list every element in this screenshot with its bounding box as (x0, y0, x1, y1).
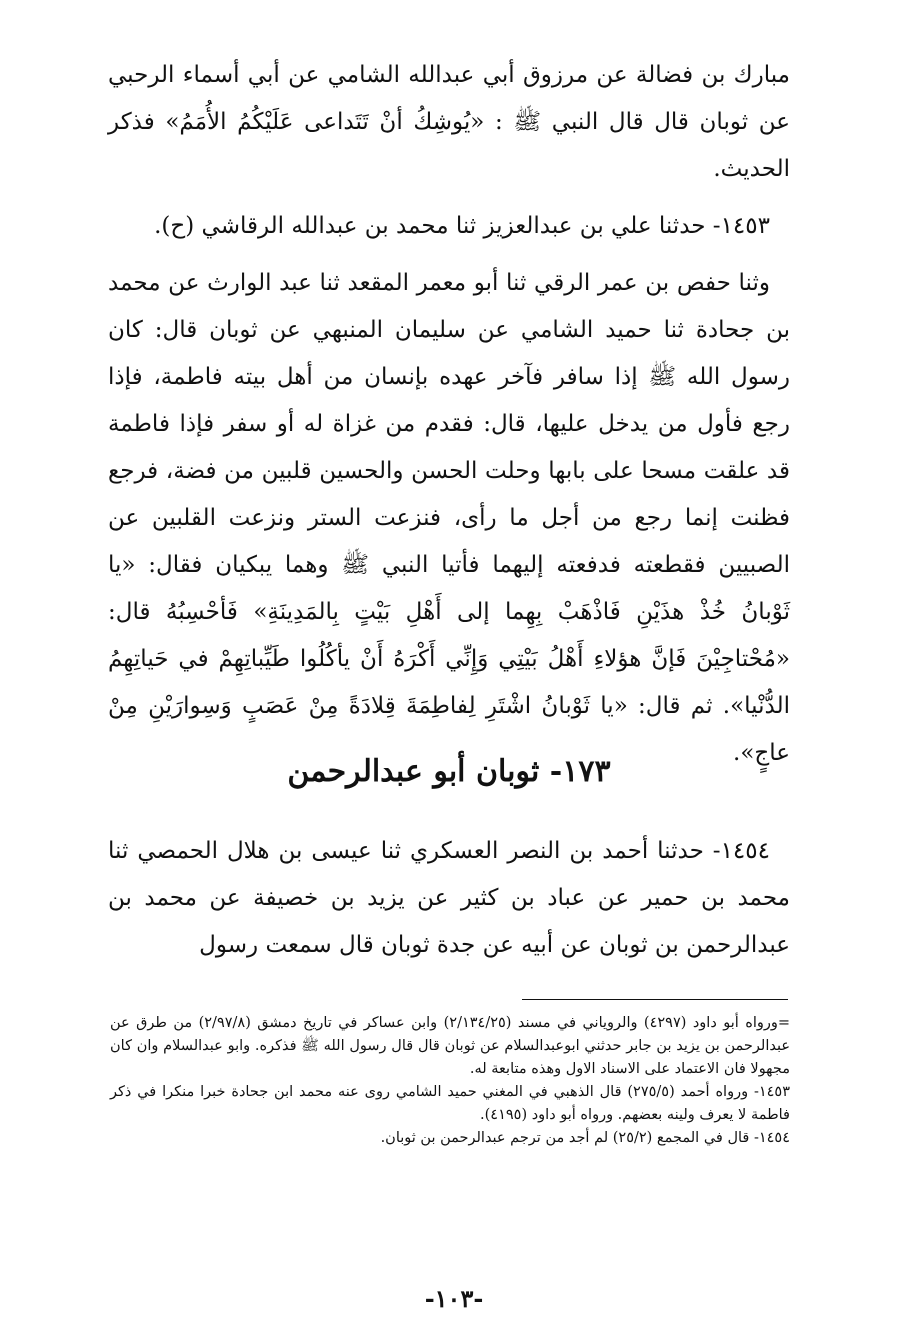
hadith-1454-text: ١٤٥٤- حدثنا أحمد بن النصر العسكري ثنا عيسى بن هلال الحمصي ثنا محمد بن حمير عن عباد بن كثير عن يزيد بن خصيفة عن محمد بن عبدالرحمن بن ثوبان عن أبيه عن جدة ثوبان قال سمعت رسول (108, 838, 790, 958)
hadith-1453-text: وثنا حفص بن عمر الرقي ثنا أبو معمر المقعد ثنا عبد الوارث عن محمد بن جحادة ثنا حميد الشامي عن سليمان المنبهي عن ثوبان قال: كان رسول الله ﷺ إذا سافر فآخر عهده بإنسان من أهل بيته فاطمة، فإذا رجع فأول من يدخل عليها، قال: فقدم من غزاة له أو سفر فإذا فاطمة قد علقت مسحا على بابها وحلت الحسن والحسين قلبين من فضة، فرجع فظنت إنما رجع من أجل ما رأى، فنزعت الستر ونزعت القلبين عن الصبيين فقطعته فدفعته إليهما فأتيا النبي ﷺ وهما يبكيان فقال: «يا ثَوْبانُ خُذْ هذَيْنِ فَاذْهَبْ بِهِما إلى أَهْلِ بَيْتٍ بِالمَدِينَةِ» فَأحْسِبُهُ قال: «مُحْتاجِيْنَ فَإنَّ هؤلاءِ أَهْلُ بَيْتِي وَإِنِّي أَكْرَهُ أَنْ يأكُلُوا طَيِّباتِهِمْ في حَياتِهِمُ الدُّنْيا». ثم قال: «يا ثَوْبانُ اشْتَرِ لِفاطِمَةَ قِلادَةً مِنْ عَصَبٍ وَسِوارَيْنِ مِنْ عاجٍ». (108, 270, 790, 766)
footnotes-block (110, 1012, 790, 1150)
hadith-1453-heading: ١٤٥٣- حدثنا علي بن عبدالعزيز ثنا محمد بن عبدالله الرقاشي (ح). (154, 213, 770, 239)
footnote-continuation: =ورواه أبو داود (٤٢٩٧) والروياني في مسند (٢/١٣٤/٢٥) وابن عساكر في تاريخ دمشق (٢/٩٧/٨) من طرق عن عبدالرحمن بن يزيد بن جابر حدثني ابوعبدالسلام عن ثوبان قال قال رسول الله ﷺ فذكره. وابو عبدالسلام وان كان مجهولا فان الاعتماد على الاسناد الاول وهذه متابعة له. (110, 1015, 791, 1077)
section-heading: ١٧٣- ثوبان أبو عبدالرحمن (287, 754, 611, 789)
main-text-block-2 (108, 828, 790, 979)
page-number: -١٠٣- (424, 1284, 484, 1313)
paragraph-continuation: مبارك بن فضالة عن مرزوق أبي عبدالله الشامي عن أبي أسماء الرحبي عن ثوبان قال قال النبي ﷺ : «يُوشِكُ أنْ تَتَداعى عَلَيْكُمُ الأُمَمُ» فذكر الحديث. (108, 62, 790, 182)
footnote-1454: ١٤٥٤- قال في المجمع (٢٥/٢) لم أجد من ترجم عبدالرحمن بن ثوبان. (380, 1130, 790, 1146)
footnote-divider (522, 999, 788, 1000)
footnote-1453: ١٤٥٣- ورواه أحمد (٢٧٥/٥) قال الذهبي في المغني حميد الشامي روى عنه محمد ابن جحادة خبرا منكرا في ذكر فاطمة لا يعرف ولينه بعضهم. ورواه أبو داود (٤١٩٥). (110, 1084, 790, 1123)
main-text-block (108, 52, 790, 787)
